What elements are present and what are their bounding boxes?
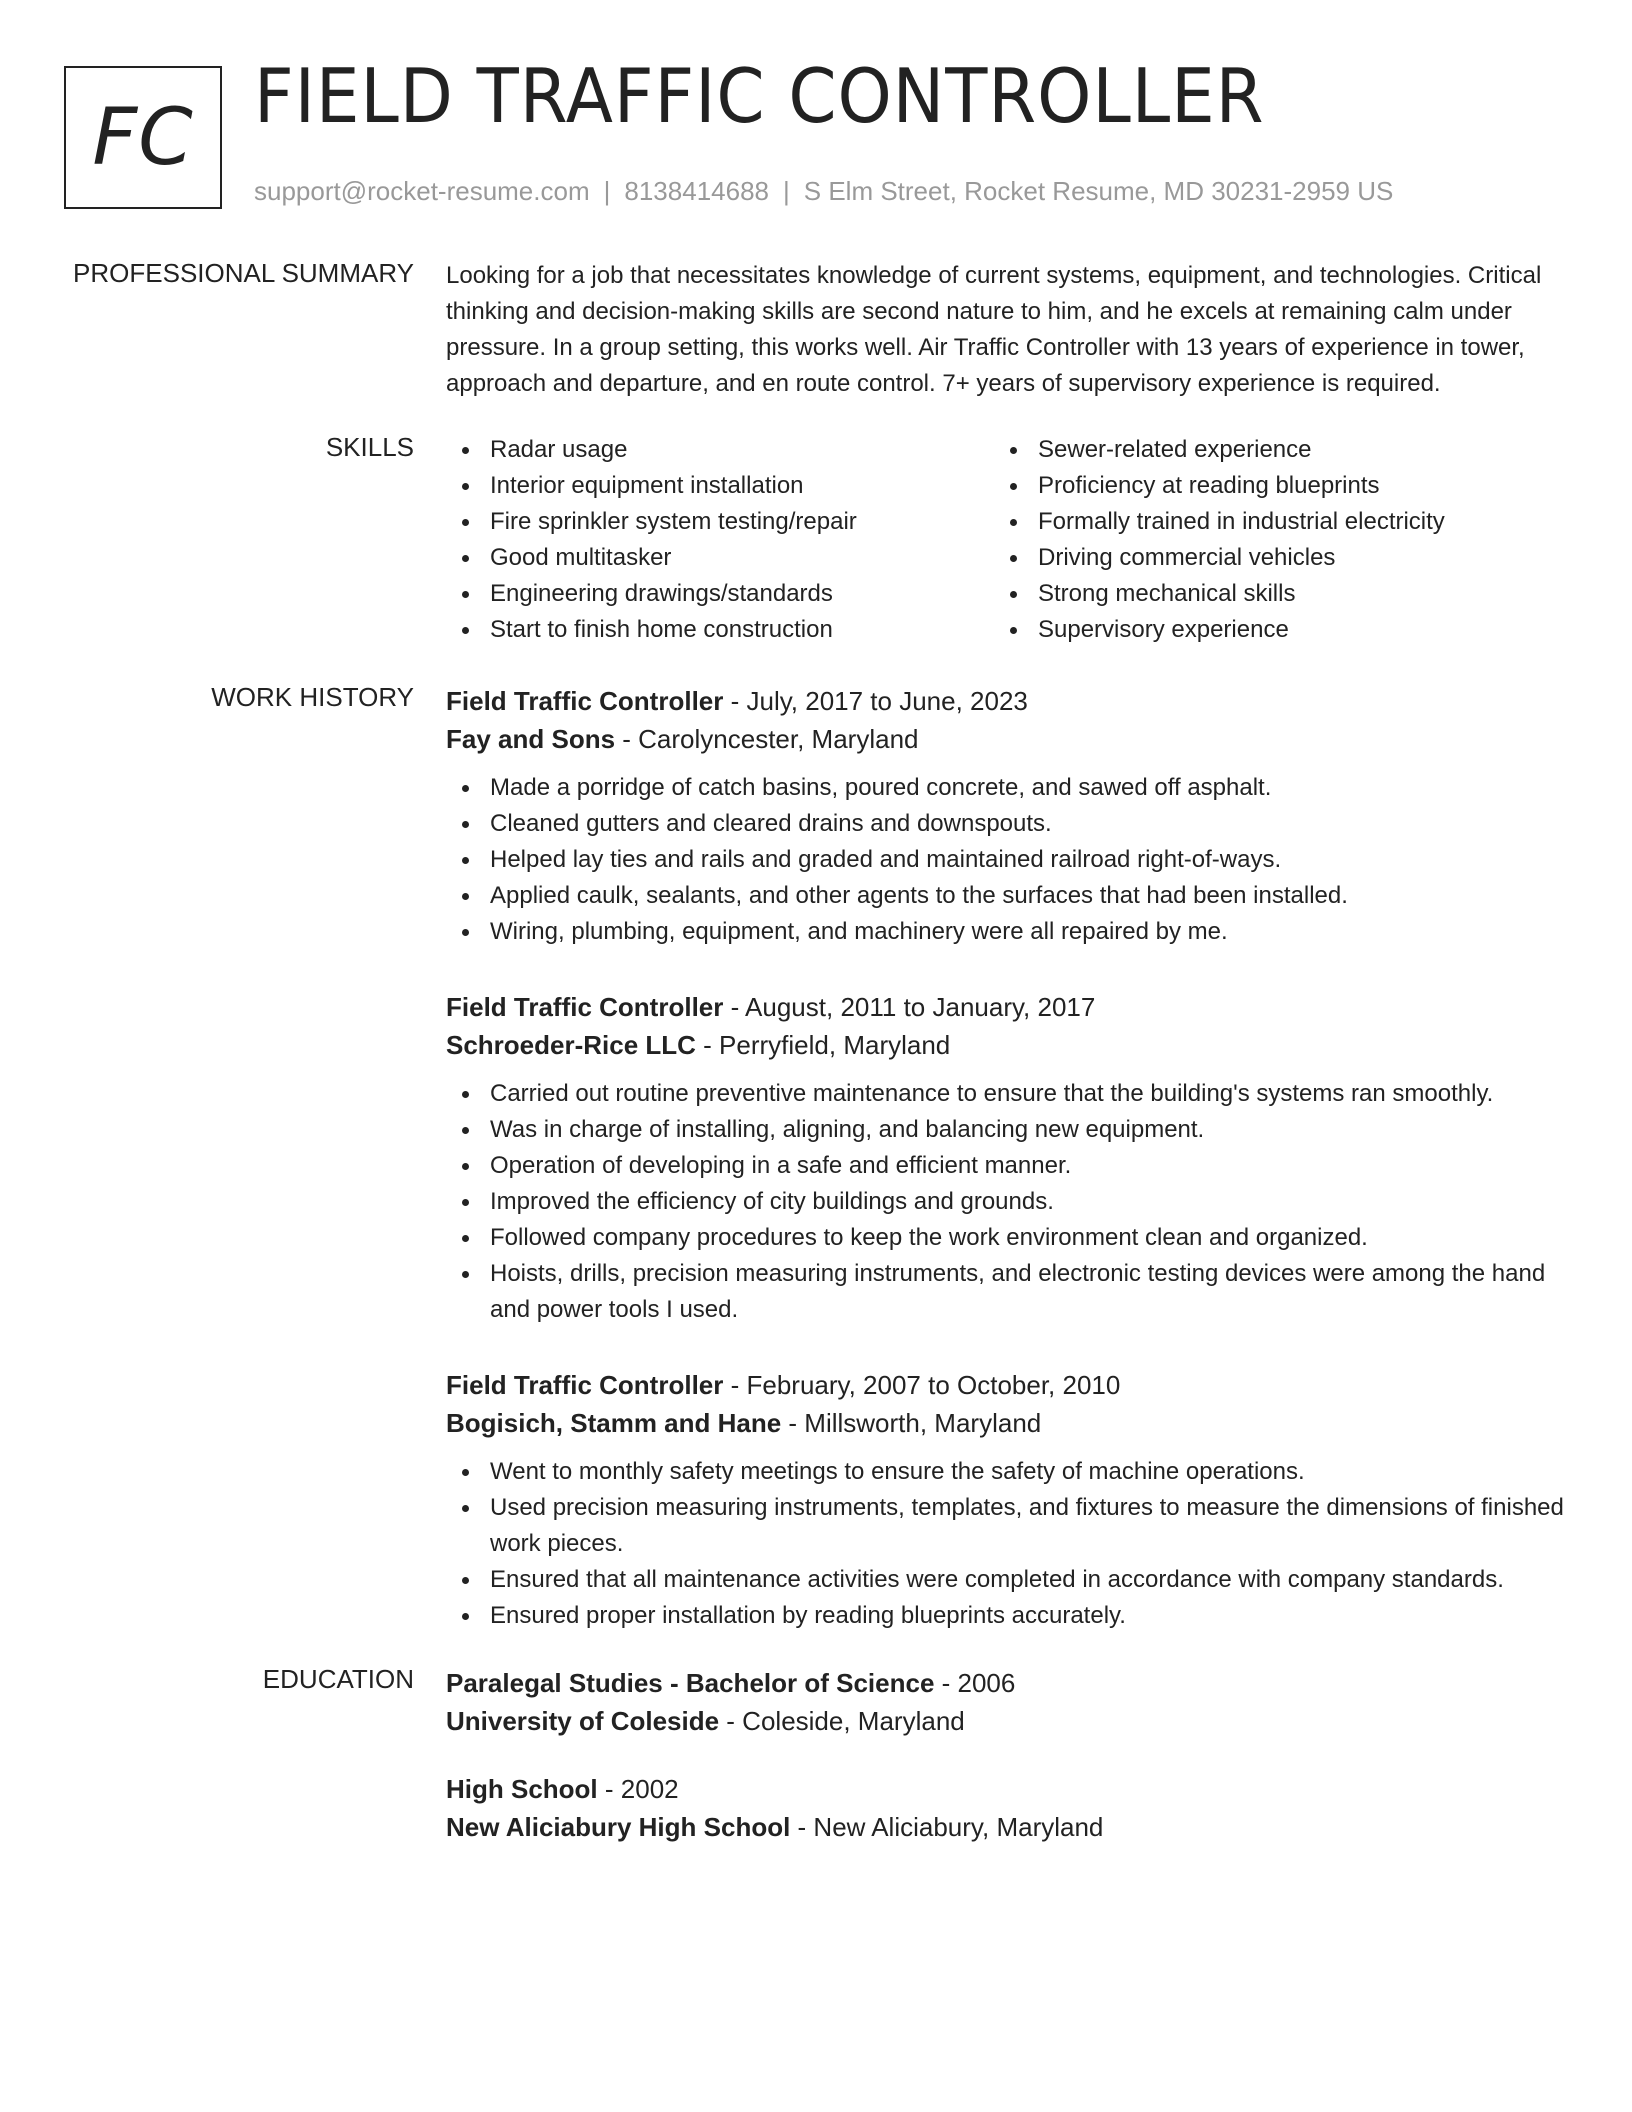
education-location: - Coleside, Maryland [719,1706,965,1736]
education-degree: Paralegal Studies - Bachelor of Science [446,1668,935,1698]
education-degree-line [446,1664,1576,1702]
job-bullet: Improved the efficiency of city buildings and grounds. [446,1184,1576,1220]
work-history-label: WORK HISTORY [211,682,414,712]
job-location: - Carolyncester, Maryland [615,724,919,754]
education-entry [446,1770,1576,1846]
skills-left-column [446,432,994,648]
job-entry [446,1366,1576,1634]
contact-email: support@rocket-resume.com [254,176,590,206]
job-company-line [446,1026,1576,1064]
job-location: - Millsworth, Maryland [781,1408,1042,1438]
job-bullet: Carried out routine preventive maintenance to ensure that the building's systems ran smoothly. [446,1076,1576,1112]
education-location: - New Aliciabury, Maryland [790,1812,1104,1842]
job-bullet: Wiring, plumbing, equipment, and machinery were all repaired by me. [446,914,1576,950]
education-degree-line [446,1770,1576,1808]
contact-address: S Elm Street, Rocket Resume, MD 30231-2959 US [803,176,1394,206]
skill-item: Supervisory experience [994,612,1542,648]
skill-item: Proficiency at reading blueprints [994,468,1542,504]
skill-item: Sewer-related experience [994,432,1542,468]
job-dates: - August, 2011 to January, 2017 [723,992,1096,1022]
summary-label: PROFESSIONAL SUMMARY [73,258,414,288]
job-bullet: Applied caulk, sealants, and other agents to the surfaces that had been installed. [446,878,1576,914]
contact-phone: 8138414688 [624,176,769,206]
job-company: Bogisich, Stamm and Hane [446,1408,782,1438]
job-bullet: Operation of developing in a safe and efficient manner. [446,1148,1576,1184]
job-bullet: Used precision measuring instruments, templates, and fixtures to measure the dimensions of finished work pieces. [446,1490,1576,1562]
job-role-line [446,682,1576,720]
education-label: EDUCATION [262,1664,414,1694]
job-company-line [446,1404,1576,1442]
job-title: Field Traffic Controller [446,992,724,1022]
job-location: - Perryfield, Maryland [695,1030,951,1060]
job-bullet: Made a porridge of catch basins, poured concrete, and sawed off asphalt. [446,770,1576,806]
job-dates: - July, 2017 to June, 2023 [723,686,1028,716]
education-school: New Aliciabury High School [446,1812,791,1842]
job-dates: - February, 2007 to October, 2010 [723,1370,1121,1400]
education-school-line [446,1702,1576,1740]
job-company: Fay and Sons [446,724,616,754]
skill-item: Engineering drawings/standards [446,576,994,612]
job-bullets [446,1076,1576,1328]
skill-item: Driving commercial vehicles [994,540,1542,576]
job-entry [446,988,1576,1328]
job-bullet: Ensured that all maintenance activities were completed in accordance with company standards. [446,1562,1576,1598]
contact-line [254,176,1393,207]
job-bullet: Was in charge of installing, aligning, and balancing new equipment. [446,1112,1576,1148]
contact-separator: | [783,176,790,206]
job-role-line [446,988,1576,1026]
job-bullets [446,770,1576,950]
education-school-line [446,1808,1576,1846]
education-year: - 2002 [597,1774,679,1804]
job-entry [446,682,1576,950]
skills-label: SKILLS [325,432,414,462]
skill-item: Radar usage [446,432,994,468]
work-history-body [446,682,1576,1672]
resume-name: FIELD TRAFFIC CONTROLLER [254,52,1265,140]
job-bullet: Cleaned gutters and cleared drains and downspouts. [446,806,1576,842]
education-year: - 2006 [934,1668,1016,1698]
skill-item: Good multitasker [446,540,994,576]
job-company: Schroeder-Rice LLC [446,1030,696,1060]
job-bullet: Followed company procedures to keep the work environment clean and organized. [446,1220,1576,1256]
job-bullet: Went to monthly safety meetings to ensure the safety of machine operations. [446,1454,1576,1490]
skills-columns [446,432,1576,648]
education-entry [446,1664,1576,1740]
job-title: Field Traffic Controller [446,1370,724,1400]
education-body [446,1664,1576,1876]
job-role-line [446,1366,1576,1404]
job-bullet: Helped lay ties and rails and graded and maintained railroad right-of-ways. [446,842,1576,878]
skill-item: Start to finish home construction [446,612,994,648]
skills-right-column [994,432,1542,648]
contact-separator: | [603,176,611,206]
education-degree: High School [446,1774,598,1804]
job-title: Field Traffic Controller [446,686,724,716]
skill-item: Strong mechanical skills [994,576,1542,612]
job-bullet: Ensured proper installation by reading blueprints accurately. [446,1598,1576,1634]
skill-item: Formally trained in industrial electricity [994,504,1542,540]
job-bullets [446,1454,1576,1634]
job-bullet: Hoists, drills, precision measuring instruments, and electronic testing devices were among the hand and power tools I used. [446,1256,1576,1328]
skill-item: Fire sprinkler system testing/repair [446,504,994,540]
education-school: University of Coleside [446,1706,720,1736]
summary-text: Looking for a job that necessitates knowledge of current systems, equipment, and technologies. Critical thinking and decision-making skills are second nature to him, and he excels at remaining calm under pressure. In a group setting, this works well. Air Traffic Controller with 13 years of experience in tower, approach and departure, and en route control. 7+ years of supervisory experience is required. [446,262,1542,397]
monogram-initials: FC [64,66,222,209]
job-company-line [446,720,1576,758]
skill-item: Interior equipment installation [446,468,994,504]
